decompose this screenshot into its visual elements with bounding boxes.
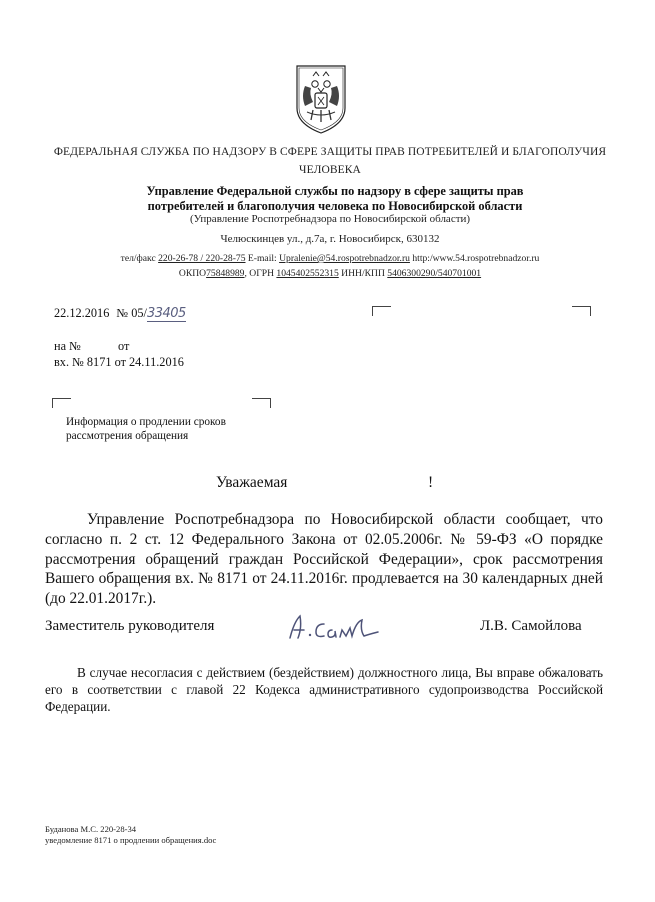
reference-number-label: на № [54,339,81,353]
outgoing-number-handwritten: 33405 [146,306,186,321]
addressee-bracket-right [572,306,591,316]
outgoing-registration [54,306,186,321]
registry-codes-line [40,268,620,279]
incoming-reference: вх. № 8171 от 24.11.2016 [54,355,184,369]
addressee-bracket-left [372,306,391,316]
appeal-note: В случае несогласия с действием (бездействием) должностного лица, Вы вправе обжаловать его в соответствии с главой 22 Кодекса административного судопроизводства Российской Федерации. [45,665,603,714]
outgoing-number-label: № 05/ [116,306,147,320]
addressee-redacted [392,318,572,378]
greeting-exclamation: ! [428,474,434,491]
agency-name-line2: ЧЕЛОВЕКА [299,164,361,176]
email-label: E-mail: [245,253,280,264]
inn-label: ИНН/КПП [338,268,388,279]
letter-body: Управление Роспотребнадзора по Новосибирской области сообщает, что согласно п. 2 ст. 12 Федерального Закона от 02.05.2006г. № 59-ФЗ «О порядке рассмотрения обращений граждан Российской Федерации», срок рассмотрения Вашего обращения вх. № 8171 от 24.11.2016г. продлевается на 30 календарных дней (до 22.01.2017г.). [45,511,603,608]
outgoing-date: 22.12.2016 [54,306,110,320]
contacts-line [40,253,620,264]
ogrn-label: , ОГРН [244,268,277,279]
okpo-label: ОКПО [178,268,207,279]
subject-line2: рассмотрения обращения [66,430,189,442]
signatory-name: Л.В. Самойлова [480,618,582,634]
address: Челюскинцев ул., д.7а, г. Новосибирск, 630132 [220,233,440,245]
executor-info: Буданова М.С. 220-28-34 [45,824,137,834]
signatory-role: Заместитель руководителя [45,618,215,634]
reference-date-label: от [118,339,130,353]
coat-of-arms-icon [291,62,351,136]
recipient-name-redacted [292,474,424,494]
agency-name-line1: ФЕДЕРАЛЬНАЯ СЛУЖБА ПО НАДЗОРУ В СФЕРЕ ЗАЩИТЫ ПРАВ ПОТРЕБИТЕЛЕЙ И БЛАГОПОЛУЧИЯ [53,146,607,158]
greeting: Уважаемая [216,474,288,491]
website-link[interactable]: http:/www.54.rospotrebnadzor.ru [409,253,540,264]
department-line1: Управление Федеральной службы по надзору в сфере защиты прав [146,184,524,198]
department-short-name: (Управление Роспотребнадзора по Новосибирской области) [189,213,471,225]
subject [66,415,226,443]
subject-line1: Информация о продлении сроков [66,416,226,428]
file-name: уведомление 8171 о продлении обращения.doc [45,835,217,845]
department-line2: потребителей и благополучия человека по Новосибирской области [147,199,523,213]
handwritten-signature [282,608,392,644]
ogrn-value: 1045402552315 [276,268,339,279]
inn-value: 5406300290/540701001 [387,268,482,279]
email-link[interactable]: Upralenie@54.rospotrebnadzor.ru [279,253,410,264]
phone-label: тел/факс [120,253,159,264]
subject-bracket-right [252,398,271,408]
subject-bracket-left [52,398,71,408]
phone-numbers: 220-26-78 / 220-28-75 [158,253,246,264]
okpo-value: 75848989 [206,268,245,279]
